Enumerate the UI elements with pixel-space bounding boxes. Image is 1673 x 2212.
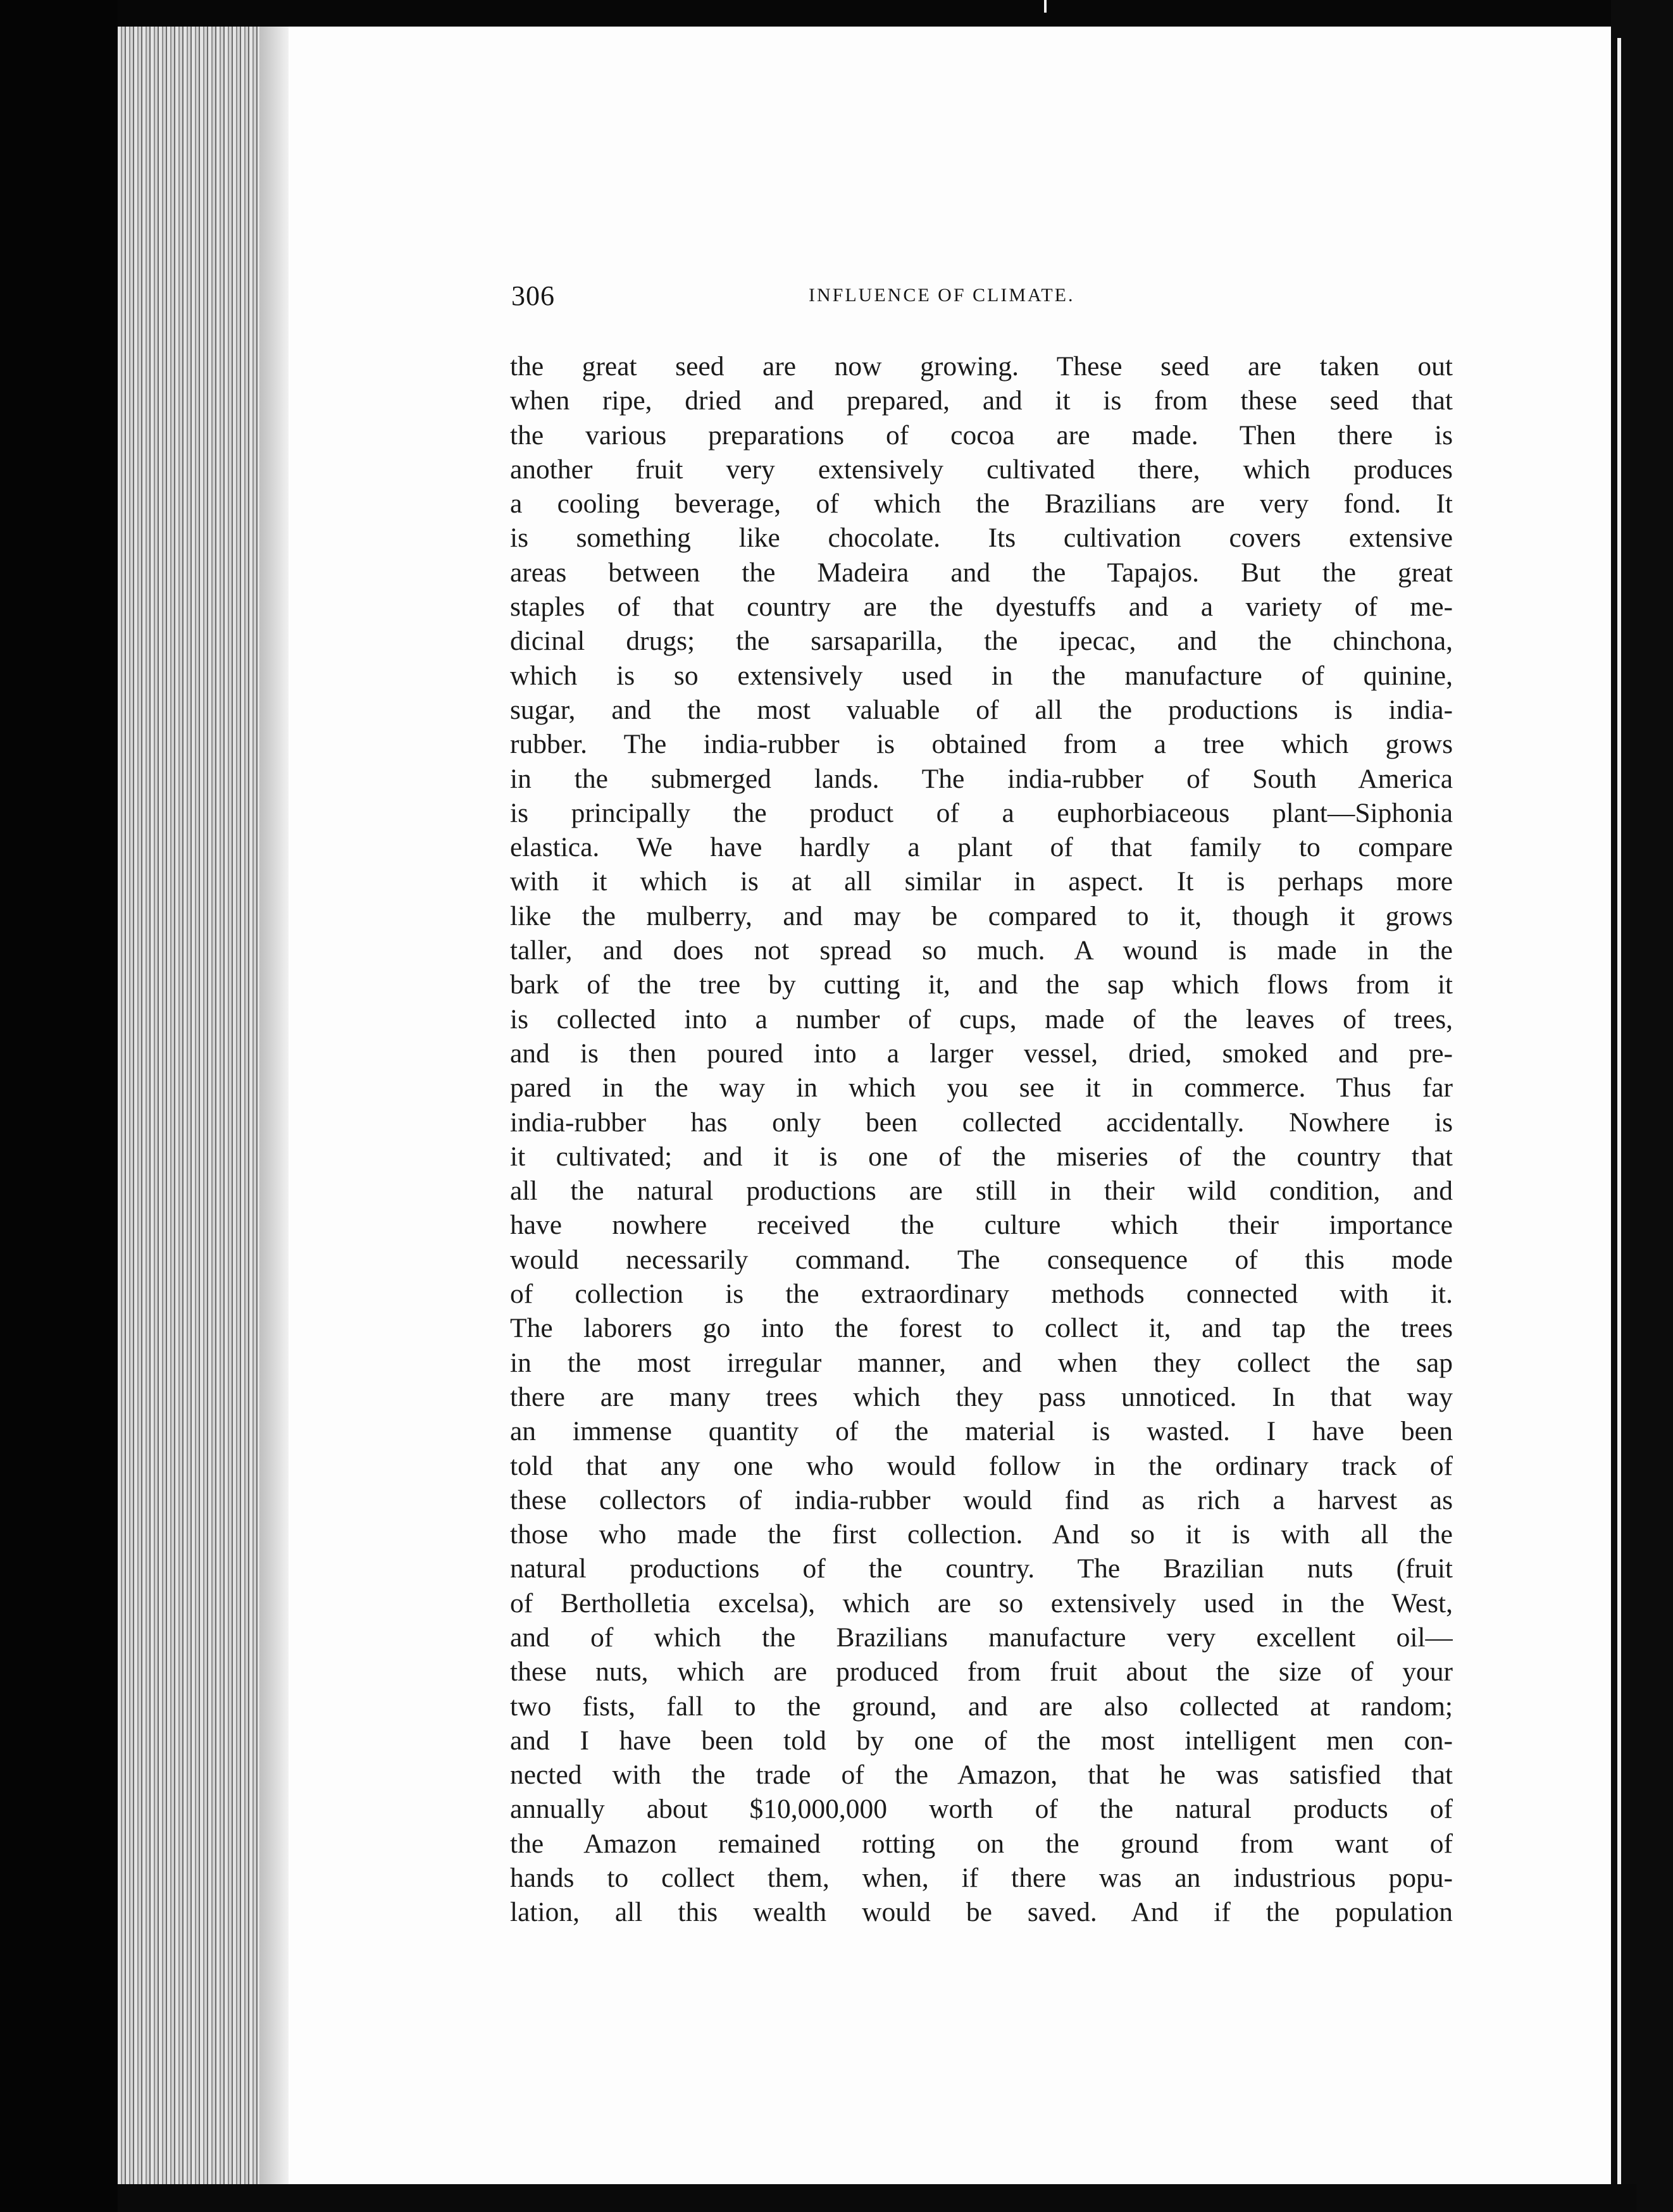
text-line: nected with the trade of the Amazon, that he was satisfied that (510, 1760, 1453, 1791)
text-line: is collected into a number of cups, made of the leaves of trees, (510, 1003, 1453, 1035)
text-line: rubber. The india-rubber is obtained from a tree which grows (510, 729, 1453, 760)
text-line: when ripe, dried and prepared, and it is from these seed that (510, 385, 1453, 416)
scan-border-left (0, 0, 118, 2212)
text-line: another fruit very extensively cultivated there, which produces (510, 454, 1453, 485)
text-line: would necessarily command. The consequence of this mode (510, 1244, 1453, 1275)
text-line: areas between the Madeira and the Tapajos. But the great (510, 557, 1453, 588)
text-line: in the most irregular manner, and when they collect the sap (510, 1347, 1453, 1378)
scan-border-bottom (118, 2184, 1636, 2212)
running-title: INFLUENCE OF CLIMATE. (809, 285, 1075, 306)
scan-mark (1044, 0, 1047, 13)
text-line: hands to collect them, when, if there was an industrious popu- (510, 1863, 1453, 1894)
text-line: told that any one who would follow in the ordinary track of (510, 1450, 1453, 1481)
text-line: staples of that country are the dyestuffs and a variety of me- (510, 592, 1453, 623)
text-line: and of which the Brazilians manufacture very excellent oil— (510, 1622, 1453, 1653)
text-line: india-rubber has only been collected accidentally. Nowhere is (510, 1107, 1453, 1138)
page-number: 306 (511, 280, 555, 311)
body-text (510, 349, 1453, 1930)
text-line: annually about $10,000,000 worth of the natural products of (510, 1794, 1453, 1825)
text-line: sugar, and the most valuable of all the productions is india- (510, 694, 1453, 725)
text-line: and I have been told by one of the most intelligent men con- (510, 1725, 1453, 1756)
text-line: there are many trees which they pass unnoticed. In that way (510, 1381, 1453, 1412)
text-line: two fists, fall to the ground, and are also collected at random; (510, 1691, 1453, 1722)
text-line: pared in the way in which you see it in commerce. Thus far (510, 1072, 1453, 1103)
text-line: it cultivated; and it is one of the miseries of the country that (510, 1141, 1453, 1172)
text-line: of collection is the extraordinary methods connected with it. (510, 1279, 1453, 1310)
text-line: The laborers go into the forest to collect it, and tap the trees (510, 1313, 1453, 1344)
scan-border-top (118, 0, 1636, 27)
text-line: taller, and does not spread so much. A wound is made in the (510, 935, 1453, 966)
text-line: those who made the first collection. And so it is with all the (510, 1519, 1453, 1550)
page-header (511, 280, 1144, 318)
text-line: bark of the tree by cutting it, and the sap which flows from it (510, 969, 1453, 1000)
text-line: elastica. We have hardly a plant of that family to compare (510, 832, 1453, 863)
next-page-edge (1617, 38, 1621, 2202)
gutter-shadow (259, 0, 289, 2212)
text-line: lation, all this wealth would be saved. And if the population (510, 1897, 1453, 1928)
text-line: natural productions of the country. The Brazilian nuts (fruit (510, 1553, 1453, 1584)
text-line: the great seed are now growing. These seed are taken out (510, 351, 1453, 382)
text-line: with it which is at all similar in aspect. It is perhaps more (510, 866, 1453, 897)
text-line: and is then poured into a larger vessel, dried, smoked and pre- (510, 1038, 1453, 1069)
text-line: is something like chocolate. Its cultivation covers extensive (510, 523, 1453, 554)
text-line: have nowhere received the culture which their importance (510, 1210, 1453, 1241)
text-line: these collectors of india-rubber would find as rich a harvest as (510, 1484, 1453, 1515)
text-line: all the natural productions are still in their wild condition, and (510, 1176, 1453, 1207)
text-line: the Amazon remained rotting on the ground from want of (510, 1828, 1453, 1859)
text-line: in the submerged lands. The india-rubber of South America (510, 763, 1453, 794)
text-line: of Bertholletia excelsa), which are so extensively used in the West, (510, 1588, 1453, 1619)
text-line: an immense quantity of the material is wasted. I have been (510, 1416, 1453, 1447)
text-line: dicinal drugs; the sarsaparilla, the ipecac, and the chinchona, (510, 626, 1453, 657)
text-line: a cooling beverage, of which the Brazilians are very fond. It (510, 488, 1453, 519)
text-line: is principally the product of a euphorbiaceous plant—Siphonia (510, 797, 1453, 828)
text-line: which is so extensively used in the manufacture of quinine, (510, 660, 1453, 691)
text-line: like the mulberry, and may be compared to it, though it grows (510, 900, 1453, 931)
text-line: the various preparations of cocoa are made. Then there is (510, 419, 1453, 450)
text-line: these nuts, which are produced from fruit about the size of your (510, 1656, 1453, 1687)
